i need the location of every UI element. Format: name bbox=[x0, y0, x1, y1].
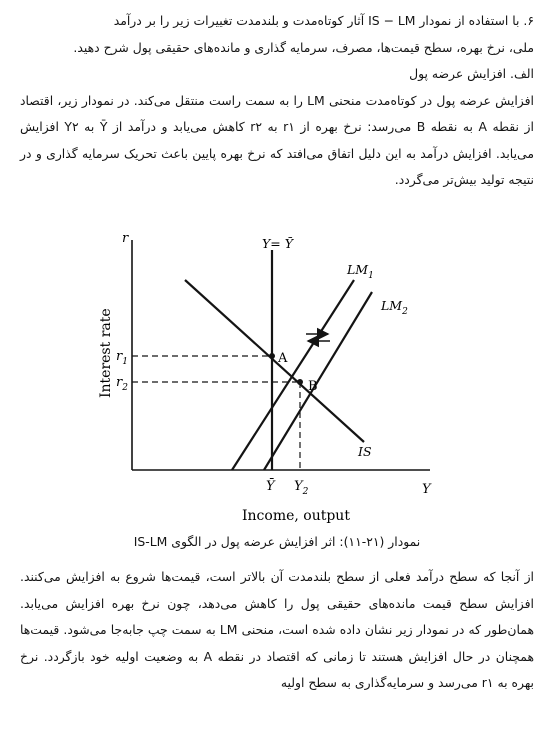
point-a-dot bbox=[269, 353, 275, 359]
question-block bbox=[20, 8, 534, 194]
lm1-curve bbox=[232, 280, 354, 470]
figure-caption: نمودار (۲۱-۱۱): اثر افزایش عرضه پول در الگوی IS-LM bbox=[133, 534, 421, 549]
lm2-label: $LM_2$ bbox=[381, 298, 408, 317]
y-axis-symbol: r bbox=[122, 231, 129, 246]
point-b-dot bbox=[297, 379, 303, 385]
x-axis-symbol: Y bbox=[422, 482, 431, 497]
y-axis-label: Interest rate bbox=[98, 308, 114, 398]
lm1-label: $LM_1$ bbox=[347, 262, 374, 281]
answer-followup: از آنجا که سطح درآمد فعلی از سطح بلندمدت آن بالاتر است، قیمت‌ها شروع به افزایش می‌کنند. افزایش سطح قیمت مانده‌های حقیقی پول را کاهش می‌دهد، چون نرخ بهره افزایش می‌یابد. همان‌طور که در نمودار زیر نشان داده شده است، منحنی LM به سمت چپ جابه‌جا می‌شود. قیمت‌ها همچنان در حال افزایش هستند تا زمانی که اقتصاد در نقطه A به وضعیت اولیه خود بازگردد. نرخ بهره به r۱ می‌رسد و سرمایه‌گذاری به سطح اولیه bbox=[20, 569, 534, 690]
point-a-label: A bbox=[278, 351, 288, 366]
y2-tick-label: $Y_2$ bbox=[294, 479, 309, 497]
r2-tick-label: $r_2$ bbox=[116, 375, 128, 393]
point-b-label: B bbox=[308, 379, 318, 394]
long-run-label: Y= Ȳ bbox=[262, 236, 293, 251]
r1-tick-label: $r_1$ bbox=[116, 349, 128, 367]
is-label: IS bbox=[358, 444, 372, 459]
ybar-tick-label: Ȳ bbox=[266, 479, 275, 494]
answer-intro: افزایش عرضه پول در کوتاه‌مدت منحنی LM را به سمت راست منتقل می‌کند. در نمودار زیر، اقتصاد از نقطه A به نقطه B می‌رسد: نرخ بهره از r۱ به r۲ کاهش می‌یابد و درآمد از Ȳ به Y۲ افزایش می‌یابد. افزایش درآمد به این دلیل اتفاق می‌افتد که نرخ بهره پایین باعث تحریک سرمایه گذاری و در نتیجه تولید بیش‌تر می‌گردد. bbox=[20, 92, 535, 187]
question-part-a: الف. افزایش عرضه پول bbox=[409, 66, 534, 81]
x-axis-label: Income, output bbox=[242, 508, 350, 524]
question-line-2: ملی، نرخ بهره، سطح قیمت‌ها، مصرف، سرمایه گذاری و مانده‌های حقیقی پول شرح دهید. bbox=[73, 39, 534, 55]
lm2-curve bbox=[264, 292, 372, 470]
question-line-1: ۶. با استفاده از نمودار IS − LM آثار کوتاه‌مدت و بلندمدت تغییرات زیر را بر درآمد bbox=[113, 13, 534, 28]
is-lm-figure bbox=[92, 228, 452, 533]
